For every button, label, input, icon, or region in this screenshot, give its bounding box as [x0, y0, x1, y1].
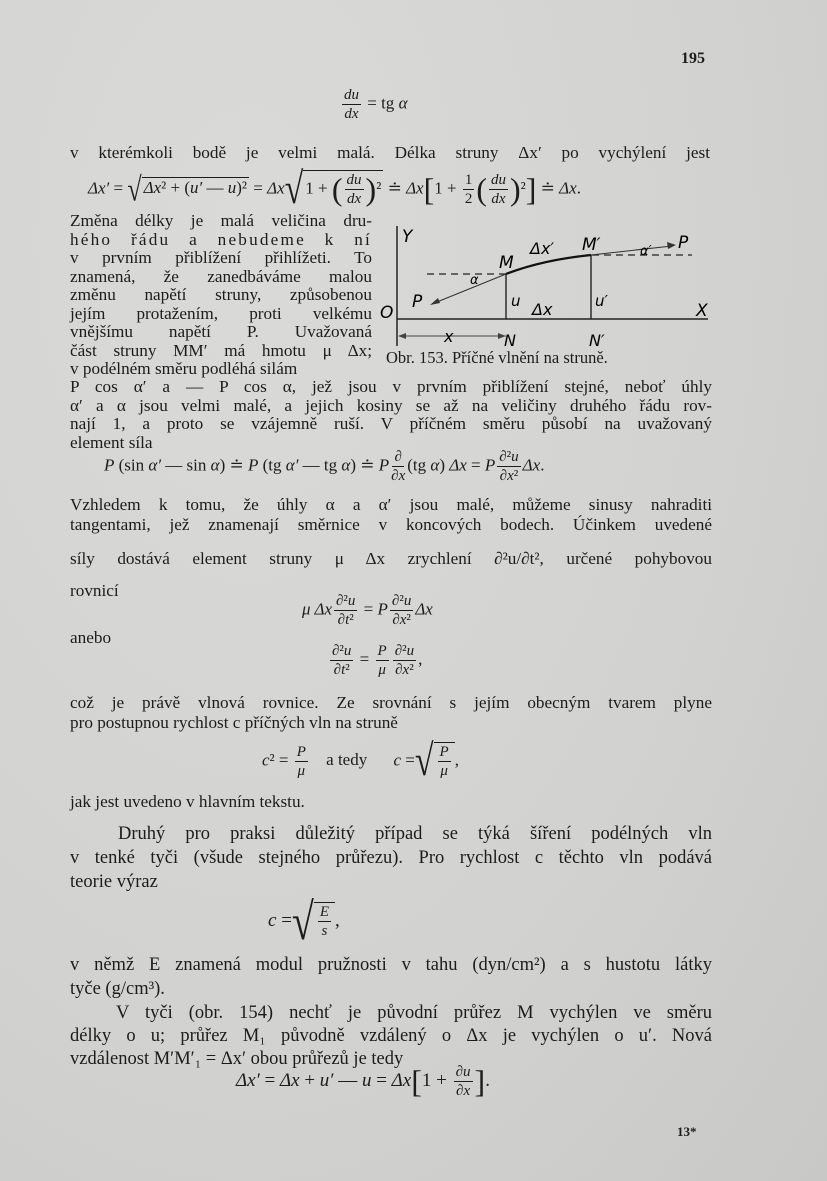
text-line: jejím protažením, proti velkému [70, 303, 372, 323]
paragraph-modulus [70, 953, 712, 1001]
label-x-axis: X [696, 301, 708, 321]
text-line: tangentami, jež znamenají směrnice v koncových bodech. Účinkem uvedené [70, 515, 712, 534]
text-line: v podélném směru podléhá silám [70, 359, 298, 378]
equation-motion: μ Δx $\frac{\text{∂²u}}{\text{∂t²}}$ = P $\frac{\text{∂²u}}{\text{∂x²}}$ Δx [302, 593, 433, 628]
text-line: v prvním přiblížení přihlížeti. To [70, 248, 372, 267]
text-line: síly dostává element struny μ Δx zrychlení ∂²u/∂t², určené pohybovou [70, 549, 712, 568]
paragraph-second-order [70, 212, 372, 379]
text-line: znamená, že zanedbáváme malou [70, 266, 372, 286]
label-x: x [444, 327, 454, 346]
page-number: 195 [681, 50, 705, 67]
text-line: což je právě vlnová rovnice. Ze srovnání s jejím obecným tvarem plyne [70, 693, 712, 712]
paragraph-longitudinal-waves [70, 822, 712, 894]
text-line: v tenké tyči (všude stejného průřezu). Pro rychlost c těchto vln podává [70, 848, 712, 868]
text-line: tyče (g/cm³). [70, 979, 165, 999]
text-line: vnějšímu napětí P. Uvažovaná [70, 322, 372, 341]
label-alpha: α [470, 273, 479, 288]
label-m: M [499, 253, 514, 273]
equation-velocity-rod: c =√ $\frac{E}{s}$ , [268, 892, 340, 951]
paragraph-wave-equation [70, 693, 712, 733]
text-main-reference: jak jest uvedeno v hlavním tekstu. [70, 792, 305, 811]
equation-string-length: Δx′ = √ Δx² + (u′ — u)² = Δx√ 1 + ( $\frac{du}{dx}$ )² ≐ Δx[1 + $\frac{1}{2}$ ( $\frac{du}{dx}$ )²] ≐ Δx. [88, 164, 581, 213]
label-m-prime: M′ [582, 235, 601, 255]
text-line: rovnicí [70, 581, 119, 600]
figure-153-diagram [380, 222, 722, 350]
label-u: u [511, 292, 521, 310]
text-line: α′ a α jsou velmi malé, a jejich kosiny se až na veličiny druhého řádu rov- [70, 395, 712, 415]
figure-caption: Obr. 153. Příčné vlnění na struně. [386, 348, 608, 367]
text-line: P cos α′ a — P cos α, jež jsou v prvním přiblížení stejné, neboť úhly [70, 377, 712, 396]
label-n-prime: N′ [589, 331, 605, 350]
text-line: vzdálenost M′M′₁ = Δx′ obou průřezů je tedy [70, 1049, 404, 1069]
text-line: Vzhledem k tomu, že úhly α a α′ jsou malé, můžeme sinusy nahraditi [70, 495, 712, 514]
label-origin: O [380, 303, 394, 323]
equation-wave: $\frac{\text{∂²u}}{\text{∂t²}}$ = $\frac{P}{\mu}$ $\frac{\text{∂²u}}{\text{∂x²}}$ , [332, 643, 423, 678]
text-line: hého řádu a nebudeme k ní [70, 229, 372, 249]
text-line: v němž E znamená modul pružnosti v tahu (dyn/cm²) a s hustotu látky [70, 955, 712, 975]
text-line: element síla [70, 432, 153, 452]
text-line: délky o u; průřez M₁ původně vzdálený o Δx je vychýlen o u′. Nová [70, 1026, 712, 1046]
paragraph-tangent-approx [70, 495, 712, 601]
equation-transverse-force: P (sin α′ — sin α) ≐ P (tg α′ — tg α) ≐ P $\frac{\partial}{\partial x}$ (tg α) Δx = P $\frac{\text{∂²u}}{\text{∂x²}}$ Δx. [104, 449, 545, 484]
equation-rod-length: Δx′ = Δx + u′ — u = Δx[1 + $\frac{\partial u}{\partial x}$ ]. [236, 1063, 490, 1099]
text-line: část struny MM′ má hmotu μ Δx; [70, 340, 372, 360]
label-n: N [504, 331, 516, 350]
label-dx: Δx [532, 300, 553, 319]
paragraph-string-length: v kterémkoli bodě je velmi malá. Délka struny Δx′ po vychýlení jest [70, 143, 710, 162]
equation-velocity-string: c² = $\frac{P}{\mu}$ a tedy c =√ $\frac{P}{\mu}$ , [262, 736, 459, 785]
paragraph-longitudinal-forces [70, 378, 712, 452]
label-p-right: P [678, 233, 689, 253]
equation-slope: $\frac{du}{dx}$ = tg α [344, 87, 408, 122]
text-line: Druhý pro praksi důležitý případ se týká šíření podélných vln [118, 824, 712, 844]
text-anebo: anebo [70, 628, 112, 647]
text-line: V tyči (obr. 154) nechť je původní průřez M vychýlen ve směru [116, 1003, 712, 1023]
label-y-axis: Y [402, 227, 413, 247]
text-line: pro postupnou rychlost c příčných vln na struně [70, 713, 398, 732]
label-alpha-prime: α′ [640, 244, 652, 259]
paragraph-rod-displacement [70, 1002, 712, 1071]
text-line: Změna délky je malá veličina dru- [70, 211, 372, 230]
text-line: nají 1, a proto se vzájemně ruší. V příčném směru působí na uvažovaný [70, 414, 712, 433]
label-p-left: P [412, 292, 423, 312]
signature-mark: 13* [677, 1124, 697, 1139]
label-dx-prime: Δx′ [530, 239, 555, 258]
label-u-prime: u′ [595, 292, 608, 310]
text-line: teorie výraz [70, 872, 158, 892]
text-a-tedy: a tedy [326, 750, 368, 770]
text-line: změnu napětí struny, způsobenou [70, 285, 372, 304]
